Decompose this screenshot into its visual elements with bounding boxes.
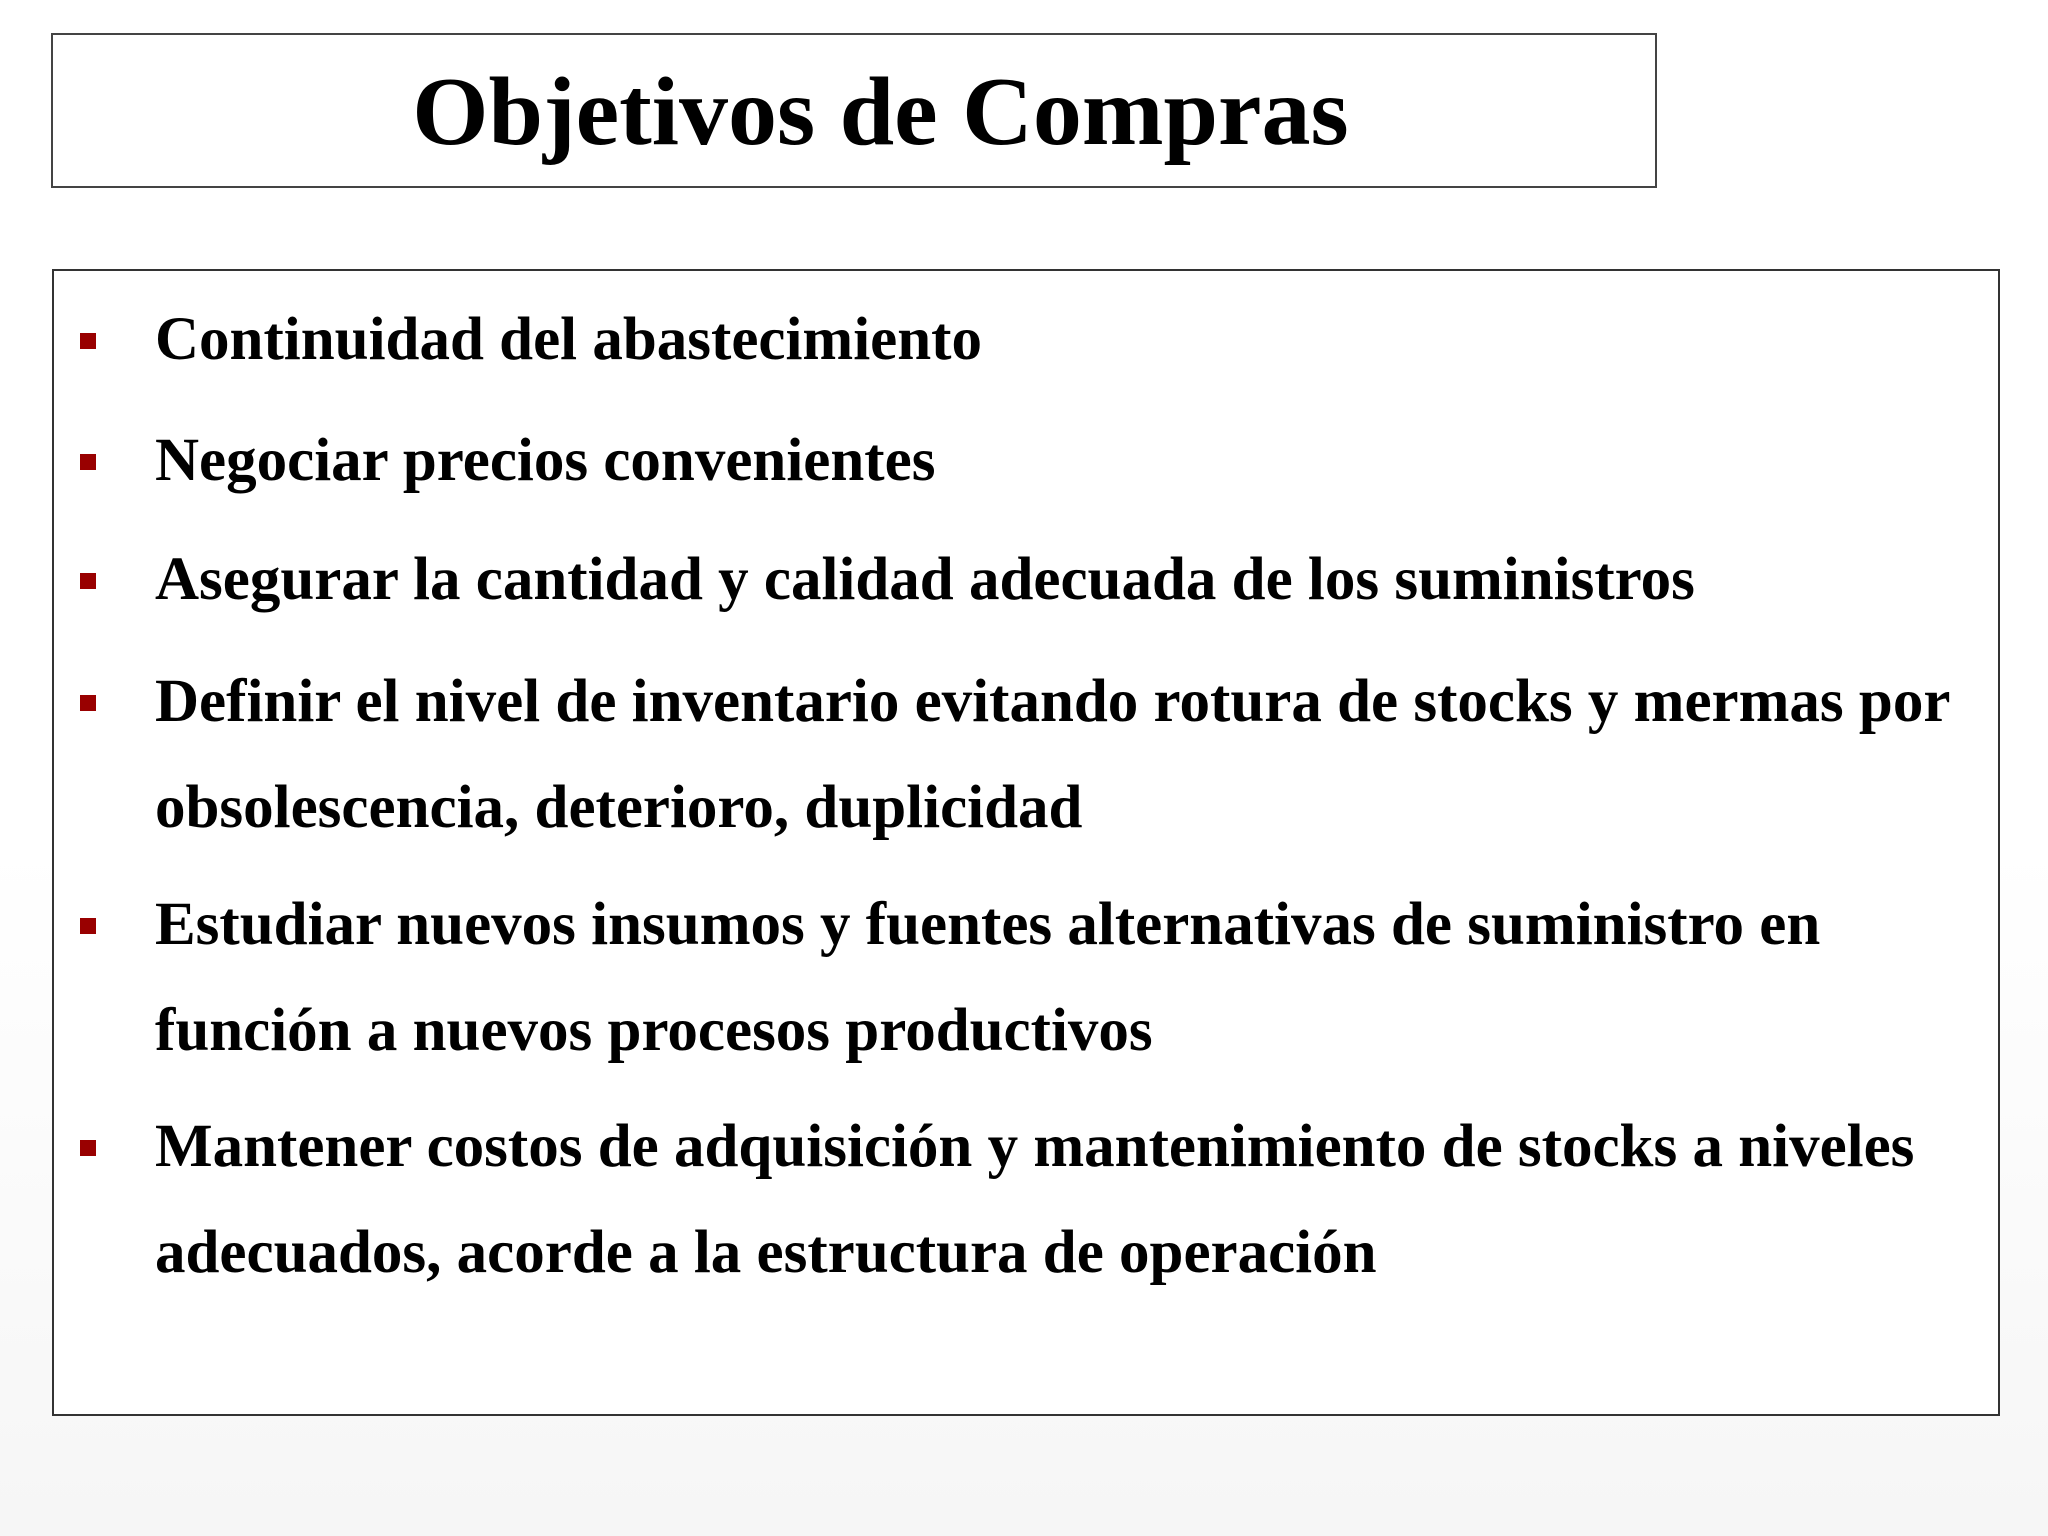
square-bullet-icon bbox=[80, 695, 96, 711]
title-box bbox=[51, 33, 1657, 188]
content-box bbox=[52, 269, 2000, 1416]
bullet-text: Asegurar la cantidad y calidad adecuada de los suministros bbox=[155, 546, 1695, 613]
square-bullet-icon bbox=[80, 454, 96, 470]
slide-title: Objetivos de Compras bbox=[412, 58, 1349, 166]
square-bullet-icon bbox=[80, 918, 96, 934]
bullet-text: Negociar precios convenientes bbox=[155, 427, 936, 494]
square-bullet-icon bbox=[80, 573, 96, 589]
bullet-text: Definir el nivel de inventario evitando rotura de stocks y mermas por obsolescencia, deterioro, duplicidad bbox=[155, 668, 1950, 841]
square-bullet-icon bbox=[80, 333, 96, 349]
bullet-text: Mantener costos de adquisición y mantenimiento de stocks a niveles adecuados, acorde a la estructura de operación bbox=[155, 1113, 1915, 1286]
bullet-text: Estudiar nuevos insumos y fuentes alternativas de suministro en función a nuevos procesos productivos bbox=[155, 891, 1821, 1064]
square-bullet-icon bbox=[80, 1140, 96, 1156]
bullet-text: Continuidad del abastecimiento bbox=[155, 306, 982, 373]
